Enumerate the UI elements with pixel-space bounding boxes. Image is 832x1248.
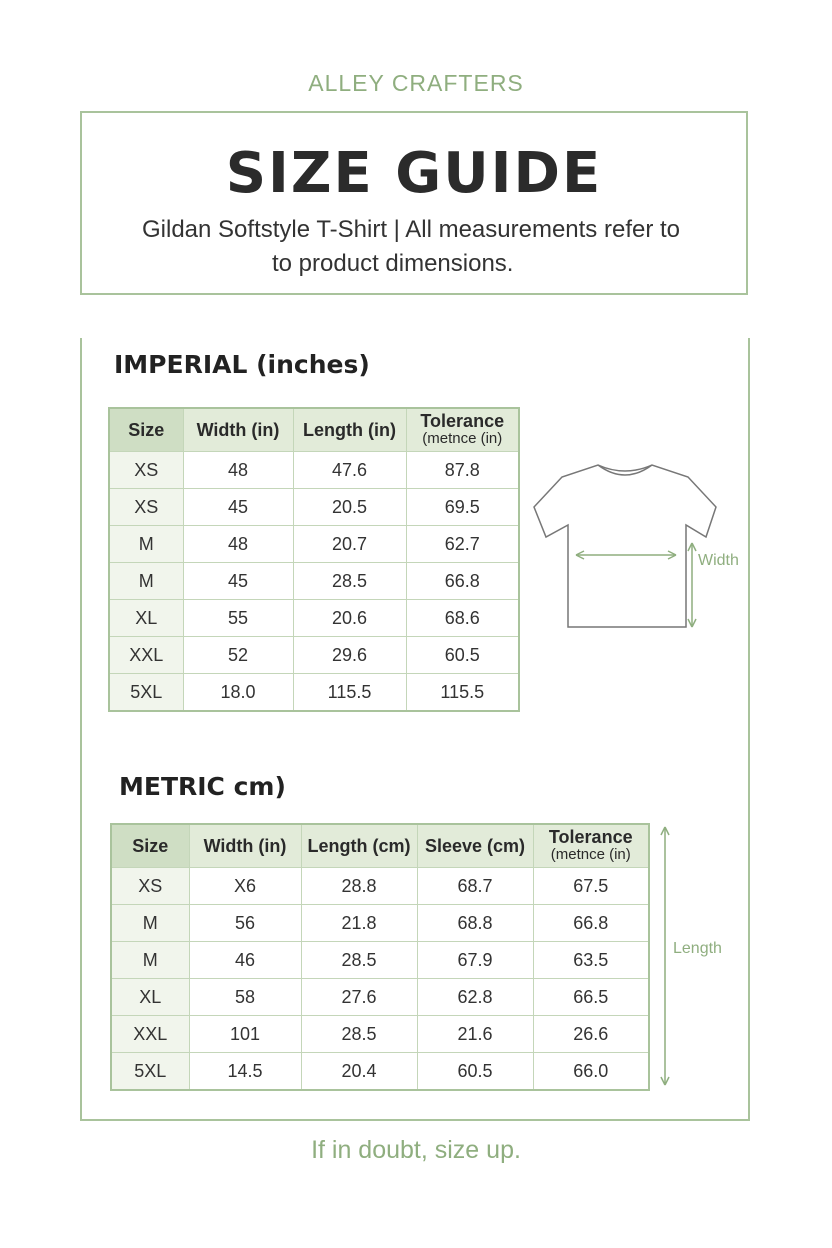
value-cell: 18.0	[183, 674, 293, 712]
value-cell: 45	[183, 489, 293, 526]
value-cell: 101	[189, 1016, 301, 1053]
width-label: Width	[698, 552, 739, 569]
value-cell: 60.5	[417, 1053, 533, 1091]
value-cell: 87.8	[406, 452, 519, 489]
value-cell: 56	[189, 905, 301, 942]
table-header-row	[111, 824, 649, 868]
table-row	[111, 942, 649, 979]
header-tolerance	[406, 408, 519, 452]
value-cell: 67.9	[417, 942, 533, 979]
metric-heading: METRIC cm)	[119, 772, 286, 801]
value-cell: 48	[183, 526, 293, 563]
value-cell: 21.6	[417, 1016, 533, 1053]
table-row	[109, 563, 519, 600]
brand-name: ALLEY CRAFTERS	[308, 70, 524, 96]
title-box	[80, 111, 748, 295]
value-cell: 28.5	[301, 1016, 417, 1053]
size-cell: 5XL	[109, 674, 183, 712]
subtitle-line-1: Gildan Softstyle T-Shirt | All measurements refer to	[142, 216, 681, 243]
size-cell: M	[111, 942, 189, 979]
page-title: SIZE GUIDE	[225, 141, 603, 206]
size-cell: XXL	[109, 637, 183, 674]
header-width: Width (in)	[183, 408, 293, 452]
table-row	[109, 674, 519, 712]
size-cell: XS	[109, 489, 183, 526]
value-cell: 68.7	[417, 868, 533, 905]
value-cell: 63.5	[533, 942, 649, 979]
value-cell: X6	[189, 868, 301, 905]
value-cell: 28.8	[301, 868, 417, 905]
header-tolerance	[533, 824, 649, 868]
length-label: Length	[673, 940, 722, 957]
size-cell: XS	[109, 452, 183, 489]
table-row	[111, 868, 649, 905]
value-cell: 68.6	[406, 600, 519, 637]
value-cell: 68.8	[417, 905, 533, 942]
header-tolerance-label: Tolerance	[548, 827, 633, 847]
value-cell: 115.5	[293, 674, 406, 712]
value-cell: 20.7	[293, 526, 406, 563]
size-cell: M	[109, 526, 183, 563]
value-cell: 29.6	[293, 637, 406, 674]
value-cell: 69.5	[406, 489, 519, 526]
value-cell: 52	[183, 637, 293, 674]
size-cell: 5XL	[111, 1053, 189, 1091]
value-cell: 66.8	[533, 905, 649, 942]
header-length: Length (in)	[293, 408, 406, 452]
value-cell: 26.6	[533, 1016, 649, 1053]
value-cell: 47.6	[293, 452, 406, 489]
header-length: Length (cm)	[301, 824, 417, 868]
value-cell: 62.7	[406, 526, 519, 563]
header-size: Size	[109, 408, 183, 452]
header-tolerance-sub: (metnce (in)	[422, 430, 503, 447]
size-cell: XL	[111, 979, 189, 1016]
table-row	[111, 905, 649, 942]
subtitle	[142, 213, 702, 281]
value-cell: 27.6	[301, 979, 417, 1016]
footer-note: If in doubt, size up.	[311, 1136, 521, 1164]
metric-size-table	[110, 823, 650, 1091]
tshirt-diagram	[528, 455, 723, 635]
table-row	[109, 600, 519, 637]
table-row	[109, 489, 519, 526]
value-cell: 20.6	[293, 600, 406, 637]
table-row	[109, 637, 519, 674]
value-cell: 66.5	[533, 979, 649, 1016]
value-cell: 66.0	[533, 1053, 649, 1091]
value-cell: 45	[183, 563, 293, 600]
value-cell: 60.5	[406, 637, 519, 674]
value-cell: 55	[183, 600, 293, 637]
header-tolerance-label: Tolerance	[420, 411, 505, 431]
table-row	[111, 1016, 649, 1053]
value-cell: 20.4	[301, 1053, 417, 1091]
value-cell: 46	[189, 942, 301, 979]
value-cell: 48	[183, 452, 293, 489]
tshirt-outline	[534, 465, 716, 627]
size-cell: M	[111, 905, 189, 942]
value-cell: 28.5	[301, 942, 417, 979]
value-cell: 21.8	[301, 905, 417, 942]
size-cell: M	[109, 563, 183, 600]
value-cell: 115.5	[406, 674, 519, 712]
imperial-heading: IMPERIAL (inches)	[114, 350, 370, 379]
header-tolerance-sub: (metnce (in)	[550, 846, 631, 863]
size-cell: XL	[109, 600, 183, 637]
value-cell: 62.8	[417, 979, 533, 1016]
value-cell: 20.5	[293, 489, 406, 526]
table-row	[111, 979, 649, 1016]
length-arrow	[655, 823, 675, 1089]
header-width: Width (in)	[189, 824, 301, 868]
subtitle-line-2: to product dimensions.	[272, 250, 514, 277]
value-cell: 58	[189, 979, 301, 1016]
header-sleeve: Sleeve (cm)	[417, 824, 533, 868]
table-row	[109, 452, 519, 489]
table-row	[109, 526, 519, 563]
size-cell: XXL	[111, 1016, 189, 1053]
header-size: Size	[111, 824, 189, 868]
imperial-size-table	[108, 407, 520, 712]
value-cell: 67.5	[533, 868, 649, 905]
value-cell: 28.5	[293, 563, 406, 600]
size-cell: XS	[111, 868, 189, 905]
value-cell: 66.8	[406, 563, 519, 600]
table-header-row	[109, 408, 519, 452]
table-row	[111, 1053, 649, 1091]
value-cell: 14.5	[189, 1053, 301, 1091]
